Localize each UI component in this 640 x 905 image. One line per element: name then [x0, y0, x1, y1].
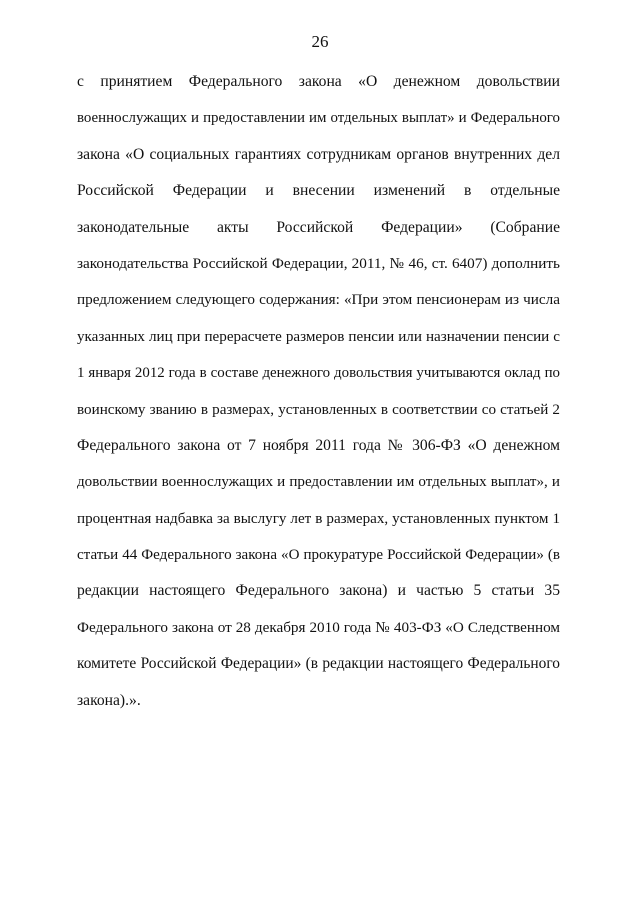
- text-line: 1 января 2012 года в составе денежного довольствия учитываются оклад по: [77, 365, 560, 382]
- page-number: 26: [311, 32, 329, 51]
- text-line: статьи 44 Федерального закона «О прокуратуре Российской Федерации» (в: [77, 547, 560, 564]
- text-line: Федерального закона от 7 ноября 2011 года № 306-ФЗ «О денежном: [77, 436, 560, 454]
- text-line: редакции настоящего Федерального закона) и частью 5 статьи 35: [77, 582, 560, 600]
- text-line: довольствии военнослужащих и предоставлении им отдельных выплат», и: [77, 474, 560, 491]
- text-line: воинскому званию в размерах, установленных в соответствии со статьей 2: [77, 401, 560, 418]
- document-body: [77, 64, 560, 719]
- text-line: закона «О социальных гарантиях сотрудникам органов внутренних дел: [77, 145, 560, 163]
- text-line: предложением следующего содержания: «При этом пенсионерам из числа: [77, 291, 560, 309]
- text-line: комитете Российской Федерации» (в редакции настоящего Федерального: [77, 655, 560, 673]
- text-line: Российской Федерации и внесении изменений в отдельные: [77, 182, 560, 200]
- text-line: указанных лиц при перерасчете размеров пенсии или назначении пенсии с: [77, 328, 560, 345]
- text-line: военнослужащих и предоставлении им отдельных выплат» и Федерального: [77, 110, 560, 127]
- text-line: процентная надбавка за выслугу лет в размерах, установленных пунктом 1: [77, 510, 560, 527]
- text-line: с принятием Федерального закона «О денежном довольствии: [77, 73, 560, 90]
- text-line: законодательства Российской Федерации, 2011, № 46, ст. 6407) дополнить: [77, 254, 560, 272]
- text-line: Федерального закона от 28 декабря 2010 года № 403-ФЗ «О Следственном: [77, 618, 560, 636]
- text-line: законодательные акты Российской Федерации» (Собрание: [77, 218, 560, 236]
- text-line: закона).».: [77, 691, 141, 709]
